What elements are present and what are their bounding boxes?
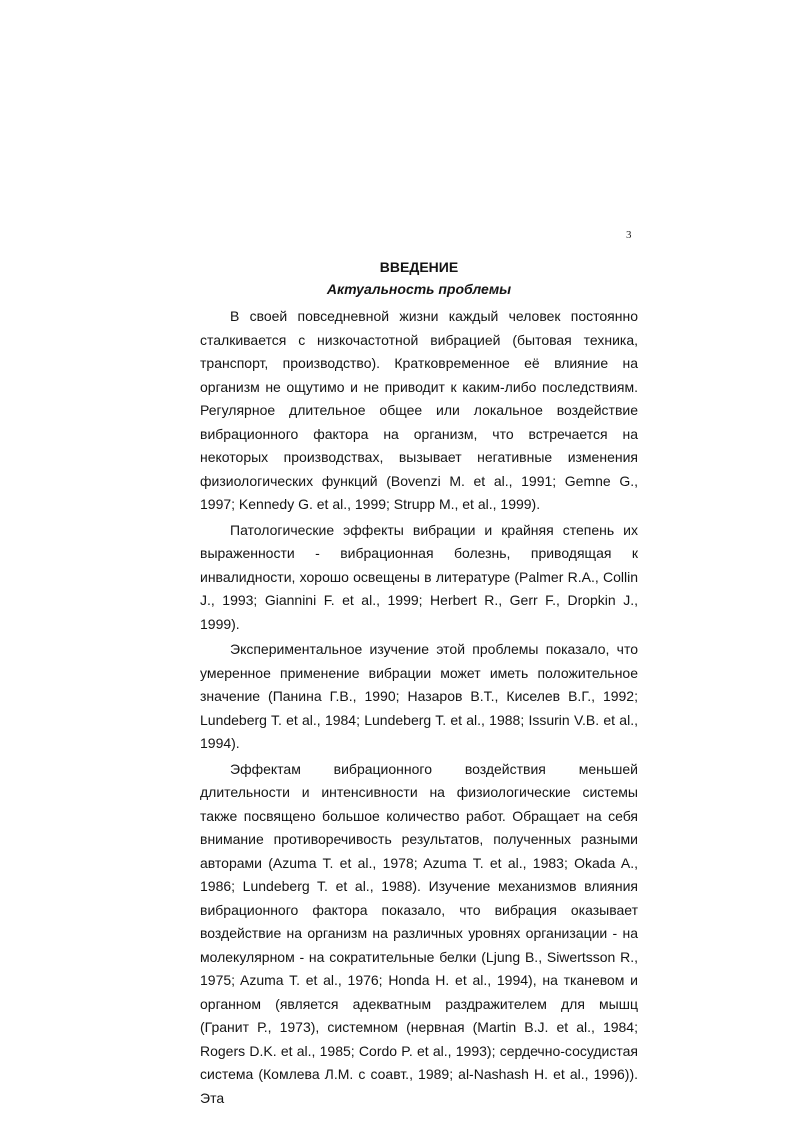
paragraph: В своей повседневной жизни каждый человек постоянно сталкивается с низкочастотной вибрацией (бытовая техника, транспорт, производство). Кратковременное её влияние на организм не ощутимо и не приводит к каким-либо последствиям. Регулярное длительное общее или локальное воздействие вибрационного фактора на организм, что встречается на некоторых производствах, вызывает негативные изменения физиологических функций (Bovenzi M. et al., 1991; Gemne G., 1997; Kennedy G. et al., 1999; Strupp M., et al., 1999). <box>200 308 638 512</box>
section-subheading: Актуальность проблемы <box>326 281 512 297</box>
document-body <box>200 257 638 1110</box>
paragraph: Патологические эффекты вибрации и крайняя степень их выраженности - вибрационная болезнь, приводящая к инвалидности, хорошо освещены в литературе (Palmer R.A., Collin J., 1993; Giannini F. et al., 1999; Herbert R., Gerr F., Dropkin J., 1999). <box>200 521 638 632</box>
paragraph: Эффектам вибрационного воздействия меньшей длительности и интенсивности на физиологические системы также посвящено большое количество работ. Обращает на себя внимание противоречивость результатов, полученных разными авторами (Azuma T. et al., 1978; Azuma T. et al., 1983; Okada A., 1986; Lundeberg T. et al., 1988). Изучение механизмов влияния вибрационного фактора показало, что вибрация оказывает воздействие на организм на различных уровнях организации - на молекулярном - на сократительные белки (Ljung B., Siwertsson R., 1975; Azuma T. et al., 1976; Honda H. et al., 1994), на тканевом и органном (является адекватным раздражителем для мышц (Гранит Р., 1973), системном (нервная (Martin B.J. et al., 1984; Rogers D.K. et al., 1985; Cordo P. et al., 1993); сердечно-сосудистая система (Комлева Л.М. с соавт., 1989; al-Nashash H. et al., 1996)). Эта <box>200 760 638 1106</box>
page-number: 3 <box>626 229 632 241</box>
section-heading: ВВЕДЕНИЕ <box>379 259 459 275</box>
paragraph: Экспериментальное изучение этой проблемы показало, что умеренное применение вибрации может иметь положительное значение (Панина Г.В., 1990; Назаров В.Т., Киселев В.Г., 1992; Lundeberg T. et al., 1984; Lundeberg T. et al., 1988; Issurin V.B. et al., 1994). <box>200 641 638 751</box>
